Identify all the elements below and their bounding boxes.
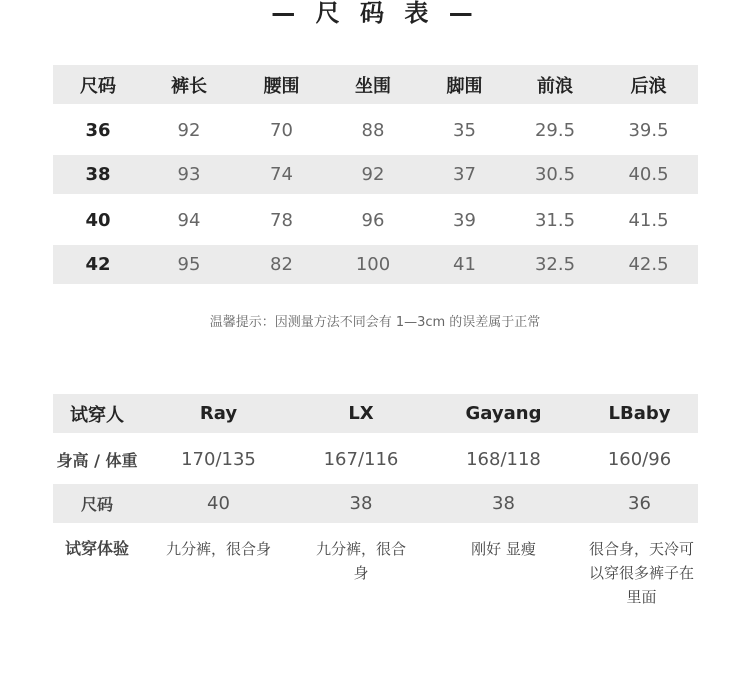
cell: 167/116 bbox=[323, 448, 399, 470]
header-cell-tester: 试穿人 bbox=[70, 404, 124, 426]
cell: 95 bbox=[177, 254, 201, 275]
cell: 37 bbox=[453, 164, 476, 185]
cell: 93 bbox=[177, 164, 201, 185]
header-cell-waist: 腰围 bbox=[263, 75, 300, 97]
cell: 32.5 bbox=[534, 254, 576, 275]
size-chart-table bbox=[53, 65, 698, 285]
header-cell-length: 裤长 bbox=[171, 75, 207, 97]
table-row bbox=[53, 439, 698, 479]
header-cell-back-rise: 后浪 bbox=[630, 75, 667, 97]
header-cell-name: LBaby bbox=[608, 403, 671, 424]
row-label: 试穿体验 bbox=[64, 539, 129, 558]
cell: 41 bbox=[453, 254, 476, 275]
header-cell-name: Gayang bbox=[465, 403, 542, 424]
table-row bbox=[53, 200, 698, 240]
cell: 35 bbox=[453, 119, 476, 141]
header-cell-name: Ray bbox=[199, 403, 238, 424]
cell: 很合身，天冷可以穿很多裤子在里面 bbox=[588, 540, 694, 606]
cell: 168/118 bbox=[466, 448, 541, 470]
cell: 40 bbox=[207, 493, 230, 514]
cell: 74 bbox=[270, 164, 293, 185]
cell: 88 bbox=[361, 119, 385, 141]
cell: 36 bbox=[628, 493, 651, 514]
cell: 160/96 bbox=[607, 448, 672, 470]
cell: 38 bbox=[349, 493, 373, 514]
cell: 刚好 显瘦 bbox=[471, 540, 536, 558]
cell: 42 bbox=[85, 254, 111, 275]
page-title: — 尺 码 表 — bbox=[271, 0, 479, 27]
cell: 九分裤，很合身 bbox=[165, 540, 271, 558]
cell: 94 bbox=[177, 209, 201, 231]
cell: 100 bbox=[355, 254, 391, 275]
cell: 38 bbox=[492, 493, 515, 514]
cell: 70 bbox=[270, 119, 293, 141]
cell: 39 bbox=[453, 209, 476, 231]
cell: 78 bbox=[270, 209, 293, 231]
table-row bbox=[53, 537, 698, 637]
header-cell-front-rise: 前浪 bbox=[537, 75, 573, 97]
table-row bbox=[53, 155, 698, 194]
cell: 39.5 bbox=[628, 119, 669, 141]
header-cell-size: 尺码 bbox=[80, 75, 116, 97]
table-header-row bbox=[53, 65, 698, 104]
measurement-note: 温馨提示：因测量方法不同会有 1—3cm 的误差属于正常 bbox=[209, 315, 541, 330]
table-row bbox=[53, 484, 698, 523]
tester-table bbox=[53, 394, 698, 644]
cell: 42.5 bbox=[628, 254, 669, 275]
cell: 96 bbox=[361, 209, 385, 231]
cell: 82 bbox=[270, 254, 293, 275]
cell: 92 bbox=[361, 164, 385, 185]
header-cell-leg-opening: 脚围 bbox=[446, 75, 483, 97]
cell: 41.5 bbox=[628, 209, 669, 231]
row-label: 身高 / 体重 bbox=[56, 450, 138, 470]
header-cell-name: LX bbox=[348, 403, 374, 424]
cell: 38 bbox=[85, 164, 111, 185]
row-label: 尺码 bbox=[80, 495, 113, 514]
cell: 30.5 bbox=[534, 164, 576, 185]
cell: 29.5 bbox=[534, 119, 576, 141]
cell: 40 bbox=[85, 209, 111, 231]
cell: 36 bbox=[85, 119, 111, 141]
cell: 40.5 bbox=[628, 164, 669, 185]
cell: 92 bbox=[177, 119, 201, 141]
table-row bbox=[53, 110, 698, 150]
table-header-row bbox=[53, 394, 698, 433]
cell: 九分裤，很合身 bbox=[316, 540, 407, 582]
cell: 170/135 bbox=[181, 448, 256, 470]
cell: 31.5 bbox=[534, 209, 576, 231]
header-cell-hip: 坐围 bbox=[355, 75, 391, 97]
table-row bbox=[53, 245, 698, 284]
